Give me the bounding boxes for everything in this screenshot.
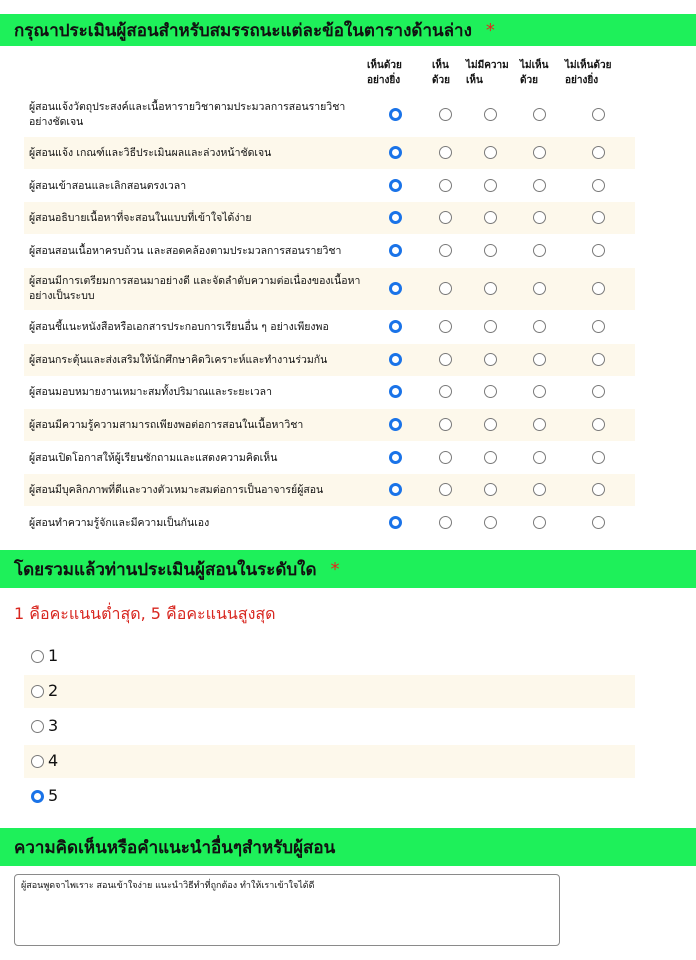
rating-row-label: ผู้สอนแจ้งวัตถุประสงค์และเนื้อหารายวิชาตามประมวลการสอนรายวิชาอย่างชัดเจน <box>29 101 346 128</box>
overall-option-label: 2 <box>48 681 59 700</box>
rating-radio[interactable] <box>484 282 497 295</box>
rating-row <box>24 235 635 267</box>
rating-radio[interactable] <box>389 418 402 431</box>
rating-radio[interactable] <box>484 516 497 529</box>
rating-radio[interactable] <box>592 483 605 496</box>
column-header: เห็นด้วย อย่างยิ่ง <box>367 60 402 86</box>
section-title: ความคิดเห็นหรือคำแนะนำอื่นๆสำหรับผู้สอน <box>14 837 336 858</box>
rating-radio[interactable] <box>484 483 497 496</box>
required-mark: * <box>485 19 495 41</box>
rating-radio[interactable] <box>484 320 497 333</box>
column-header: ไม่เห็น ด้วย <box>520 60 549 86</box>
rating-radio[interactable] <box>533 244 546 257</box>
rating-radio[interactable] <box>592 179 605 192</box>
rating-radio[interactable] <box>533 146 546 159</box>
rating-radio[interactable] <box>592 244 605 257</box>
rating-radio[interactable] <box>439 516 452 529</box>
rating-row-label: ผู้สอนมอบหมายงานเหมาะสมทั้งปริมาณและระยะเวลา <box>29 385 272 398</box>
rating-radio[interactable] <box>592 282 605 295</box>
rating-radio[interactable] <box>592 385 605 398</box>
rating-row <box>24 202 635 234</box>
scale-note: 1 คือคะแนนต่ำสุด, 5 คือคะแนนสูงสุด <box>14 604 276 623</box>
overall-radio[interactable] <box>31 650 44 663</box>
rating-row <box>24 344 635 376</box>
rating-radio[interactable] <box>389 451 402 464</box>
rating-radio[interactable] <box>439 483 452 496</box>
overall-option-label: 1 <box>48 646 59 665</box>
overall-option-label: 5 <box>48 786 59 805</box>
column-header: ไม่เห็นด้วย อย่างยิ่ง <box>565 60 612 86</box>
rating-radio[interactable] <box>439 108 452 121</box>
rating-row <box>24 311 635 343</box>
rating-radio[interactable] <box>484 146 497 159</box>
overall-option-1[interactable] <box>24 640 635 673</box>
rating-radio[interactable] <box>592 451 605 464</box>
rating-radio[interactable] <box>533 418 546 431</box>
section-header-overall <box>0 550 696 588</box>
rating-radio[interactable] <box>484 244 497 257</box>
rating-row <box>24 409 635 441</box>
rating-row-label: ผู้สอนมีความรู้ความสามารถเพียงพอต่อการสอนในเนื้อหาวิชา <box>29 418 304 431</box>
rating-radio[interactable] <box>389 244 402 257</box>
rating-radio[interactable] <box>389 385 402 398</box>
overall-radio[interactable] <box>31 685 44 698</box>
overall-option-5[interactable] <box>24 780 635 813</box>
rating-row <box>24 474 635 506</box>
rating-row <box>24 137 635 169</box>
rating-radio[interactable] <box>592 353 605 366</box>
rating-radio[interactable] <box>389 179 402 192</box>
rating-radio[interactable] <box>592 108 605 121</box>
rating-radio[interactable] <box>439 320 452 333</box>
rating-radio[interactable] <box>533 385 546 398</box>
rating-radio[interactable] <box>389 211 402 224</box>
overall-option-2[interactable] <box>24 675 635 708</box>
rating-radio[interactable] <box>484 418 497 431</box>
rating-radio[interactable] <box>484 451 497 464</box>
rating-row <box>24 95 635 135</box>
rating-radio[interactable] <box>533 282 546 295</box>
rating-radio[interactable] <box>484 108 497 121</box>
rating-radio[interactable] <box>484 211 497 224</box>
rating-row <box>24 507 635 539</box>
section-title: กรุณาประเมินผู้สอนสำหรับสมรรถนะแต่ละข้อในตารางด้านล่าง <box>14 20 472 41</box>
rating-radio[interactable] <box>389 516 402 529</box>
overall-radio[interactable] <box>31 790 44 803</box>
rating-row-label: ผู้สอนเปิดโอกาสให้ผู้เรียนซักถามและแสดงความคิดเห็น <box>29 451 278 464</box>
rating-radio[interactable] <box>533 108 546 121</box>
rating-radio[interactable] <box>592 418 605 431</box>
rating-radio[interactable] <box>533 451 546 464</box>
rating-radio[interactable] <box>439 244 452 257</box>
rating-radio[interactable] <box>389 353 402 366</box>
overall-option-label: 4 <box>48 751 59 770</box>
rating-radio[interactable] <box>533 483 546 496</box>
rating-row-label: ผู้สอนสอนเนื้อหาครบถ้วน และสอดคล้องตามประมวลการสอนรายวิชา <box>29 244 342 257</box>
rating-radio[interactable] <box>389 108 402 121</box>
comment-textarea[interactable]: ผู้สอนพูดจาไพเราะ สอนเข้าใจง่าย แนะนำวิธีทำที่ถูกต้อง ทำให้เราเข้าใจได้ดี <box>14 874 560 946</box>
rating-row <box>24 170 635 202</box>
rating-row-label: ผู้สอนทำความรู้จักและมีความเป็นกันเอง <box>29 516 210 529</box>
rating-row <box>24 442 635 474</box>
overall-option-4[interactable] <box>24 745 635 778</box>
section-title: โดยรวมแล้วท่านประเมินผู้สอนในระดับใด <box>14 559 317 580</box>
rating-radio[interactable] <box>439 418 452 431</box>
rating-radio[interactable] <box>533 353 546 366</box>
rating-radio[interactable] <box>533 516 546 529</box>
rating-row-label: ผู้สอนมีบุคลิกภาพที่ดีและวางตัวเหมาะสมต่อการเป็นอาจารย์ผู้สอน <box>29 483 324 496</box>
rating-radio[interactable] <box>439 451 452 464</box>
rating-radio[interactable] <box>439 282 452 295</box>
rating-row-label: ผู้สอนอธิบายเนื้อหาที่จะสอนในแบบที่เข้าใจได้ง่าย <box>29 211 252 224</box>
overall-radio[interactable] <box>31 720 44 733</box>
rating-row-label: ผู้สอนมีการเตรียมการสอนมาอย่างดี และจัดลำดับความต่อเนื่องของเนื้อหาอย่างเป็นระบบ <box>29 275 361 302</box>
rating-row-label: ผู้สอนชี้แนะหนังสือหรือเอกสารประกอบการเรียนอื่น ๆ อย่างเพียงพอ <box>29 320 329 333</box>
rating-radio[interactable] <box>389 320 402 333</box>
rating-radio[interactable] <box>533 320 546 333</box>
rating-radio[interactable] <box>592 516 605 529</box>
overall-option-3[interactable] <box>24 710 635 743</box>
rating-radio[interactable] <box>484 353 497 366</box>
rating-row-label: ผู้สอนเข้าสอนและเลิกสอนตรงเวลา <box>29 179 187 192</box>
rating-radio[interactable] <box>389 483 402 496</box>
rating-radio[interactable] <box>439 146 452 159</box>
rating-row <box>24 268 635 310</box>
rating-radio[interactable] <box>484 385 497 398</box>
column-header: เห็น ด้วย <box>432 60 450 86</box>
rating-radio[interactable] <box>533 179 546 192</box>
rating-radio[interactable] <box>389 282 402 295</box>
column-header: ไม่มีความ เห็น <box>466 60 509 86</box>
rating-row <box>24 376 635 408</box>
rating-radio[interactable] <box>592 146 605 159</box>
overall-radio[interactable] <box>31 755 44 768</box>
section-header-competency <box>0 14 696 46</box>
rating-radio[interactable] <box>389 146 402 159</box>
rating-radio[interactable] <box>533 211 546 224</box>
rating-radio[interactable] <box>439 179 452 192</box>
rating-radio[interactable] <box>592 211 605 224</box>
rating-radio[interactable] <box>439 385 452 398</box>
rating-radio[interactable] <box>439 353 452 366</box>
rating-row-label: ผู้สอนกระตุ้นและส่งเสริมให้นักศึกษาคิดวิเคราะห์และทำงานร่วมกัน <box>29 353 328 366</box>
rating-row-label: ผู้สอนแจ้ง เกณฑ์และวิธีประเมินผลและล่วงหน้าชัดเจน <box>29 146 272 159</box>
overall-option-label: 3 <box>48 716 59 735</box>
rating-radio[interactable] <box>439 211 452 224</box>
required-mark: * <box>330 558 340 580</box>
section-header-comments <box>0 828 696 866</box>
rating-radio[interactable] <box>484 179 497 192</box>
rating-radio[interactable] <box>592 320 605 333</box>
